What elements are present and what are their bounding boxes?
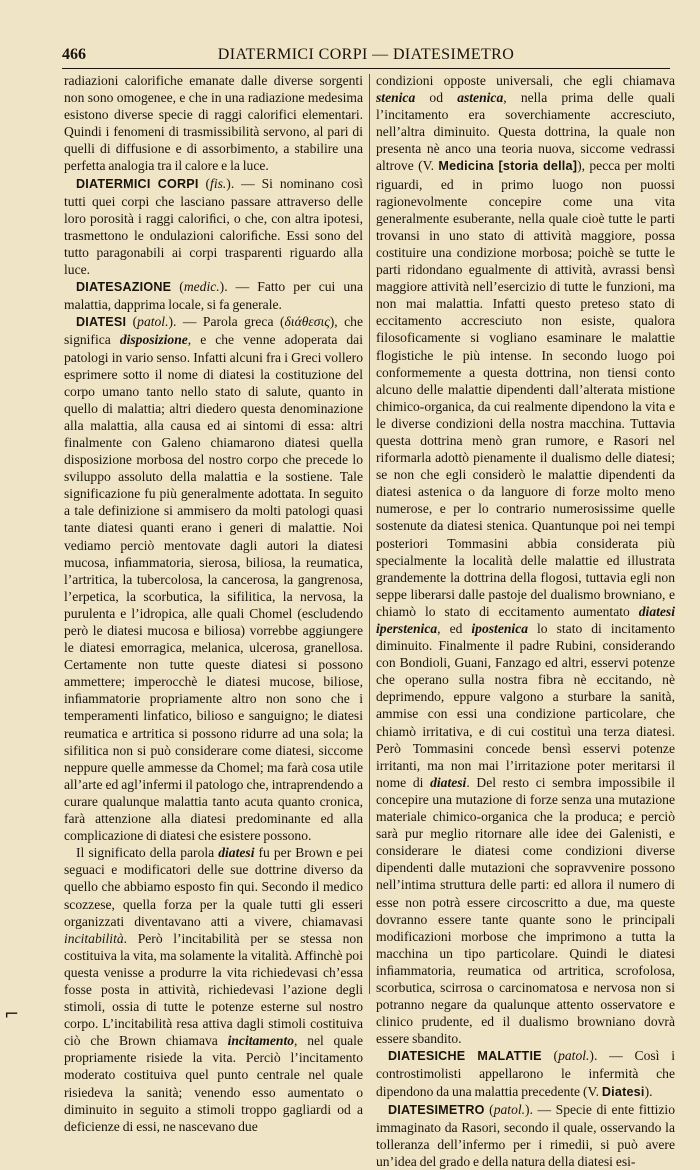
text-run: (	[126, 314, 138, 330]
emphasis-text: patol.	[493, 1101, 526, 1117]
text-run: od	[415, 90, 458, 106]
emphasis-text: diatesi	[430, 774, 467, 790]
entry-paragraph	[376, 1047, 675, 1100]
headword: DIATERMICI CORPI	[76, 176, 199, 191]
text-run: ).	[644, 1083, 653, 1099]
text-run: condizioni opposte universali, che egli chiamava	[376, 73, 675, 88]
text-run: fu per Brown e pei seguaci e modificatori delle sue dottrine diverso da quello che abbiamo esposto fin qui. Secondo il medico scozzese, quella forza per la quale tutti gli esseri organizzati diventavano atti a vivere, chiamavasi	[64, 845, 363, 929]
text-run: ). — Parola greca (	[168, 314, 285, 330]
emphasis-text: medic.	[183, 279, 220, 295]
text-run: , ed	[437, 621, 472, 636]
text-run: (	[171, 279, 184, 295]
text-run: ). — Specie di ente fittizio immaginato da Rasori, secondo il quale, osservando la tolleranza dell’infermo per i rimedii, si può avere un’idea del grado e della natura della diatesi esi-	[376, 1101, 675, 1169]
headword: DIATESAZIONE	[76, 280, 172, 295]
entry-paragraph	[376, 1101, 675, 1170]
text-run: , e che venne adoperata dai patologi in vario senso. Infatti alcuni fra i Greci vollero esprimere sotto il nome di diatesi la costituzione del corpo umano tanto nello stato di salute, quanto in quello di malattia; altri diedero questa denominazione alla malattia, alla causa ed ai sintomi di essa: altri finalmente con Galeno chiamarono diatesi quella disposizione morbosa del nostro corpo che precede lo sviluppo assoluto della malattia e la sostiene. Tale significazione fu più generalmente adottata. In seguito a tale definizione si ammisero da molti patologi quasi tante diatesi quanti erano i generi di malattie. Noi vediamo perciò mentovate dagli autori la diatesi mucosa, inﬁammatoria, sierosa, biliosa, la reumatica, l’artritica, la tubercolosa, la cancerosa, la gangrenosa, l’erpetica, la scorbutica, la sifilitica, la nervosa, la purulenta e l’idropica, alle quali Chomel (escludendo però le diatesi mucosa e biliosa) vorrebbe aggiungere le diatesi emorragica, melanica, ulcerosa, granellosa. Certamente non tutte queste diatesi si possono ammettere; imperocchè le diatesi mucose, biliose, inﬁammatorie propriamente altro non sono che i temperamenti linfatico, bilioso e sanguigno; le diatesi reumatica e artritica si possono ridurre ad una sola; la sifilitica non si può considerare come diatesi, siccome neppure quelle ammesse da Chomel; ma farà cosa utile all’arte ed agl’infermi il patologo che, intraprendendo a curare qualunque malattia tanto acuta quanto cronica, farà attenzione alla diatesi predominante ed alla complicazione di diatesi che esistere possono.	[64, 332, 363, 844]
text-run: . Però l’incitabilità per se stessa non costituiva la vita, ma solamente la vitalità. Affinchè poi questa venisse a produrre la vita richiedevasi ch’essa fosse posta in attività, richiedevasi l’azione degli stimoli, ossia di tutte le potenze esterne sul nostro corpo. L’incitabilità resa attiva dagli stimoli costituiva ciò che Brown chiamava	[64, 930, 363, 1049]
emphasis-text: διάθεσις	[284, 314, 330, 330]
emphasis-text: patol.	[137, 314, 169, 330]
running-header	[62, 42, 670, 69]
headword: DIATESI	[76, 315, 127, 330]
column-divider	[369, 74, 370, 994]
text-run: radiazioni calorifiche emanate dalle diverse sorgenti non sono omogenee, e che in una radiazione medesima esistono diverse specie di raggi calorifici elementari. Quindi i fenomeni di trasmissibilità servono, al pari di quelli di diffusione e di assorbimento, a stabilire una perfetta analogia tra il calore e la luce.	[64, 73, 363, 174]
emphasis-text: stenica	[376, 90, 416, 106]
text-run: Il significato della parola	[76, 845, 219, 861]
emphasis-text: fis.	[210, 175, 227, 191]
emphasis-text: incitamento	[227, 1033, 295, 1049]
entry-paragraph	[64, 72, 363, 175]
emphasis-text: diatesi	[218, 845, 255, 861]
text-run: ). — Si nominano così tutti quei corpi che lasciano passare attraverso delle loro porosità i raggi caloriﬁci, o che, con altra ipotesi, trasmettono le ondulazioni caloriﬁche. Essi sono del tutto paragonabili ai corpi trasparenti riguardo alla luce.	[64, 175, 364, 278]
entry-paragraph	[64, 278, 363, 313]
text-run: ), pecca per molti riguardi, ed in primo luogo non puossi ragionevolmente concepire come una vita generalmente esuberante, nella quale cioè tutte le parti trovansi in uno stato di attività maggiore, possa costituire una condizione morbosa; poichè se tutte le parti ridondano egualmente di attività, avrassi bensì maggiore attività nell’esercizio di tutte le funzioni, ma non mai malattia. Infatti questo preteso stato di eccitamento accresciuto non esiste, qualora filosoficamente si vogliano esaminare le malattie flogistiche le più intense. In secondo luogo poi conformemente a questa dottrina, non tiensi conto alcuno delle malattie dipendenti dall’alterata mistione chimico-organica, da cui realmente dipendono la vita e le diverse condizioni della nostra macchina. Tuttavia questa dottrina menò gran rumore, e Rasori nel riformarla adottò pienamente il dualismo delle diatesi; se non che egli considerò le malattie dipendenti da diatesi astenica o da languore di forze molto meno numerose, e per lo contrario numerosissime quelle sostenute da diatesi stenica. Quantunque poi nei tempi posteriori Tommasini abbia considerata più specialmente la località delle malattie ed illustrata grandemente la dottrina della flogosi, tuttavia egli non seppe liberarsi dalle pastoje del dualismo browniano, e chiamò lo stato di eccitamento aumentato	[376, 158, 675, 619]
page-number: 466	[62, 46, 86, 63]
text-run: lo stato di incitamento diminuito. Finalmente il padre Rubini, considerando con Bondioli, Guani, Fanzago ed altri, esservi potenze che operano sulla nostra fibra nè eccitando, nè deprimendo, eppure valgono a sturbare la sanità, ammise con essi una condizione particolare, che chiamò irritativa, e di cui costituì una terza diatesi. Però Tommasini concede bensì esservi potenze irritanti, ma non mai l’irritazione poter meritarsi il nome di	[376, 621, 675, 790]
emphasis-text: diatesi iperstenica	[376, 603, 675, 636]
entry-paragraph	[64, 313, 363, 844]
text-run: (	[484, 1101, 494, 1117]
text-run: . Del resto ci sembra impossibile il concepire una mutazione di forze senza una mutazione materiale chimico-organica che la produca; e perciò sarà pur meglio ritornare alle idee dei Galenisti, e considerare le diatesi come condizioni diverse dipendenti dalle mutazioni che sopravvenire possono nell’intima struttura delle parti: ed allora il numero di esse non potrà essere circoscritto a due, ma queste dovranno essere tante quante sono le principali modificazioni morbose che imprimono a tutta la macchina un tipo particolare. Quindi le diatesi inﬁammatoria, reumatica od artritica, scrofolosa, scorbutica, scirrosa o carcinomatosa e nervosa non si potranno negare da qualunque attento osservatore e clinico prudente, ed il dualismo browniano dovrà essere sbandito.	[376, 774, 675, 1047]
text-run: (	[541, 1048, 559, 1064]
text-run: ), che significa	[64, 314, 363, 348]
text-run: ). — Fatto per cui una malattia, dapprima locale, si fa generale.	[64, 279, 363, 313]
text-run: (	[198, 175, 211, 191]
entry-paragraph	[64, 844, 363, 1135]
emphasis-text: patol.	[558, 1048, 590, 1064]
headword: Diatesi	[601, 1084, 645, 1099]
left-column	[64, 72, 363, 1135]
right-column	[376, 72, 675, 1170]
headword: Medicina [storia della]	[438, 159, 578, 174]
text-run: ). — Così i controstimolisti appellarono le infermità che dipendono da una malattia precedente (V.	[376, 1048, 676, 1099]
text-run: , nel quale propriamente risiede la vita. Perciò l’incitamento moderato costituiva quel punto centrale nel quale risiedeva la sanità; venendo esso aumentato o diminuito in seguito a stimoli troppo gagliardi od a deficienze di essi, ne nascevano due	[64, 1033, 363, 1134]
text-run: , nella prima delle quali l’incitamento era soverchiamente accresciuto, nell’altra diminuito. Questa dottrina, la quale non presenta nè anco una teoria nuova, siccome vedrassi altrove (V.	[376, 90, 676, 174]
margin-mark: ⌐	[4, 1004, 20, 1025]
entry-paragraph	[64, 175, 363, 279]
emphasis-text: astenica	[457, 90, 504, 106]
header-title: DIATERMICI CORPI — DIATESIMETRO	[217, 46, 515, 63]
emphasis-text: ipostenica	[471, 621, 529, 636]
entry-paragraph	[376, 72, 675, 1047]
emphasis-text: disposizione	[119, 332, 188, 348]
emphasis-text: incitabilità	[64, 930, 124, 946]
headword: DIATESIMETRO	[388, 1102, 485, 1117]
headword: DIATESICHE MALATTIE	[388, 1049, 542, 1064]
